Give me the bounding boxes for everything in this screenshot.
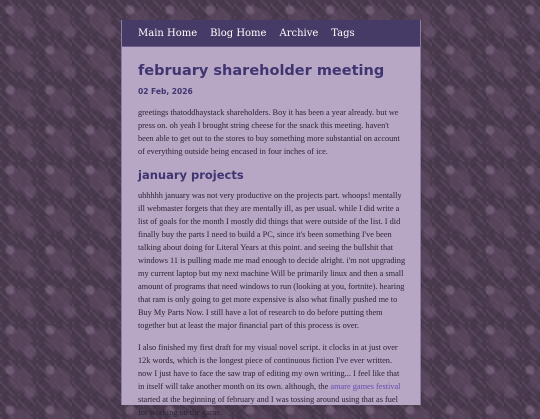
section-heading-january-projects: january projects <box>138 168 244 182</box>
nav-link-blog-home[interactable]: Blog Home <box>210 27 267 39</box>
paragraph-2-text-after-link: started at the beginning of february and I was tossing around using that as fuel for working on the game. <box>138 395 398 417</box>
post-intro-paragraph: greetings thatoddhaystack shareholders. Boy it has been a year already. but we press on. oh yeah I brought string cheese for the snack this meeting. haven't been able to get out to the stores to buy something more substantial on account of everything outside being encased in four inches of ice. <box>138 108 400 156</box>
amare-games-festival-link[interactable]: amare games festival <box>330 382 401 391</box>
nav-link-main-home[interactable]: Main Home <box>138 27 198 39</box>
nav-link-tags[interactable]: Tags <box>331 27 355 39</box>
top-nav <box>122 20 420 47</box>
post-date: 02 Feb, 2026 <box>138 87 193 96</box>
nav-link-archive[interactable]: Archive <box>279 27 319 39</box>
post-paragraph-1: uhhhhh january was not very productive on the projects part. whoops! mentally ill webmaster forgets that they are mentally ill, as per usual. while I did write a list of goals for the month I mostly did things that were outside of the list. I did finally buy the parts I need to build a PC, since it's been something I've been talking about doing for Literal Years at this point. and seeing the bullshit that windows 11 is pulling made me mad enough to decide alright. i'm not upgrading my current laptop but my next machine Will be primarily linux and then a small amount of programs that need windows to run (looking at you, fortnite). hearing that ram is only going to get more expensive is also what finally pushed me to Buy My Parts Now. I still have a lot of research to do before putting them together but at least the major financial part of this process is over. <box>138 191 406 330</box>
blog-post <box>122 47 420 419</box>
post-paragraph-2 <box>138 341 406 419</box>
paragraph-2-text-before-link: I also finished my first draft for my visual novel script. it clocks in at just over 12k words, which is the longest piece of continuous fiction I've ever written. now I just have to face the saw trap of editing my own writing... I feel like that in itself will take another month on its own. although, the <box>138 343 400 391</box>
post-title: february shareholder meeting <box>138 63 385 79</box>
blog-page <box>121 20 421 417</box>
